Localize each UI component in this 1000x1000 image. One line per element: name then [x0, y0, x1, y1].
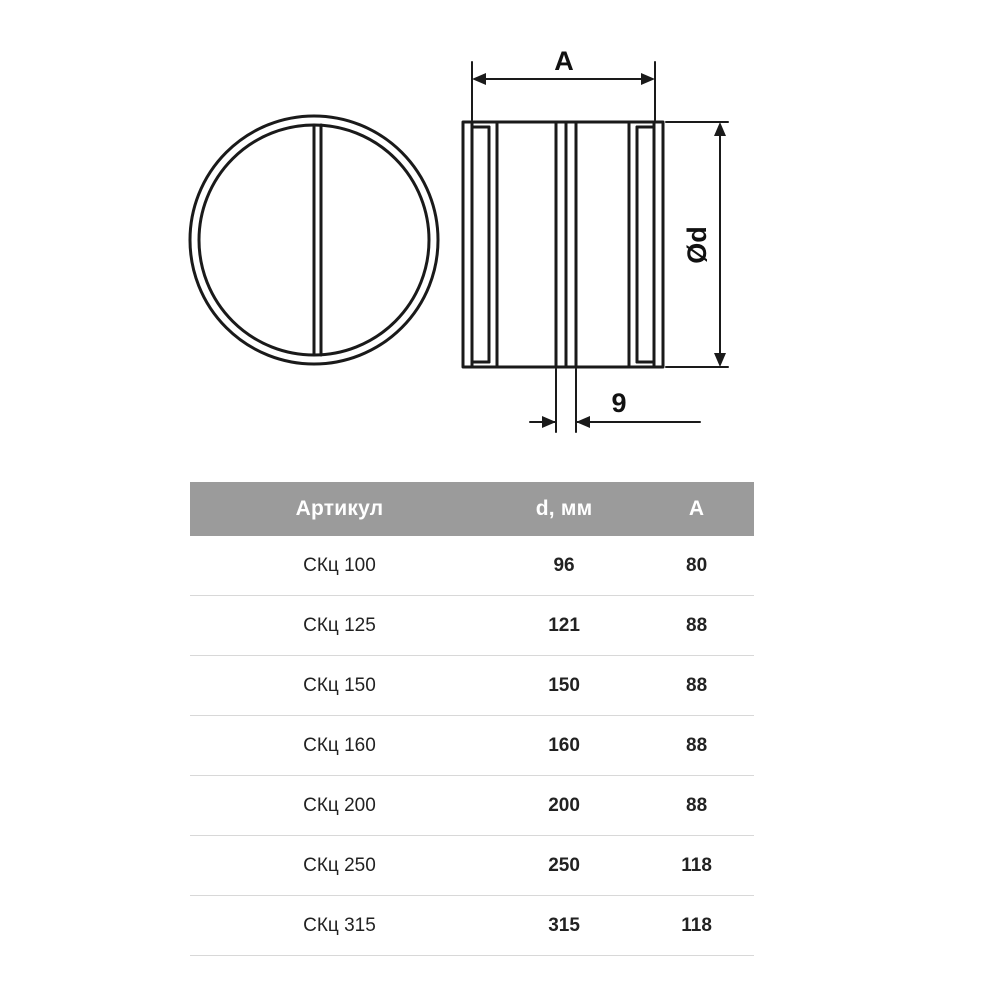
label-9: 9	[611, 388, 627, 418]
cell-article: СКц 100	[190, 536, 489, 596]
cell-diameter: 250	[489, 836, 639, 896]
cell-length: 118	[639, 836, 754, 896]
table-row	[190, 656, 754, 716]
header-length: A	[639, 482, 754, 536]
cell-diameter: 315	[489, 896, 639, 956]
table-row	[190, 596, 754, 656]
table-header-row	[190, 482, 754, 536]
cell-diameter: 160	[489, 716, 639, 776]
cell-article: СКц 250	[190, 836, 489, 896]
cell-length: 80	[639, 536, 754, 596]
cell-length: 88	[639, 716, 754, 776]
cell-diameter: 200	[489, 776, 639, 836]
table-row	[190, 536, 754, 596]
label-a: A	[554, 46, 574, 76]
cell-diameter: 150	[489, 656, 639, 716]
cell-article: СКц 125	[190, 596, 489, 656]
side-view-body	[463, 122, 663, 367]
cell-length: 118	[639, 896, 754, 956]
cell-length: 88	[639, 596, 754, 656]
cell-article: СКц 150	[190, 656, 489, 716]
cell-article: СКц 160	[190, 716, 489, 776]
table-body	[190, 536, 754, 956]
header-article: Артикул	[190, 482, 489, 536]
label-diameter: Ød	[682, 226, 712, 264]
spec-table	[190, 482, 754, 956]
cell-article: СКц 315	[190, 896, 489, 956]
cell-length: 88	[639, 656, 754, 716]
cell-length: 88	[639, 776, 754, 836]
table-row	[190, 716, 754, 776]
table-row	[190, 896, 754, 956]
cell-article: СКц 200	[190, 776, 489, 836]
front-view-circles	[190, 116, 438, 364]
header-diameter: d, мм	[489, 482, 639, 536]
table-header	[190, 482, 754, 536]
cell-diameter: 96	[489, 536, 639, 596]
table-row	[190, 836, 754, 896]
table-row	[190, 776, 754, 836]
technical-drawing	[0, 0, 1000, 470]
cell-diameter: 121	[489, 596, 639, 656]
